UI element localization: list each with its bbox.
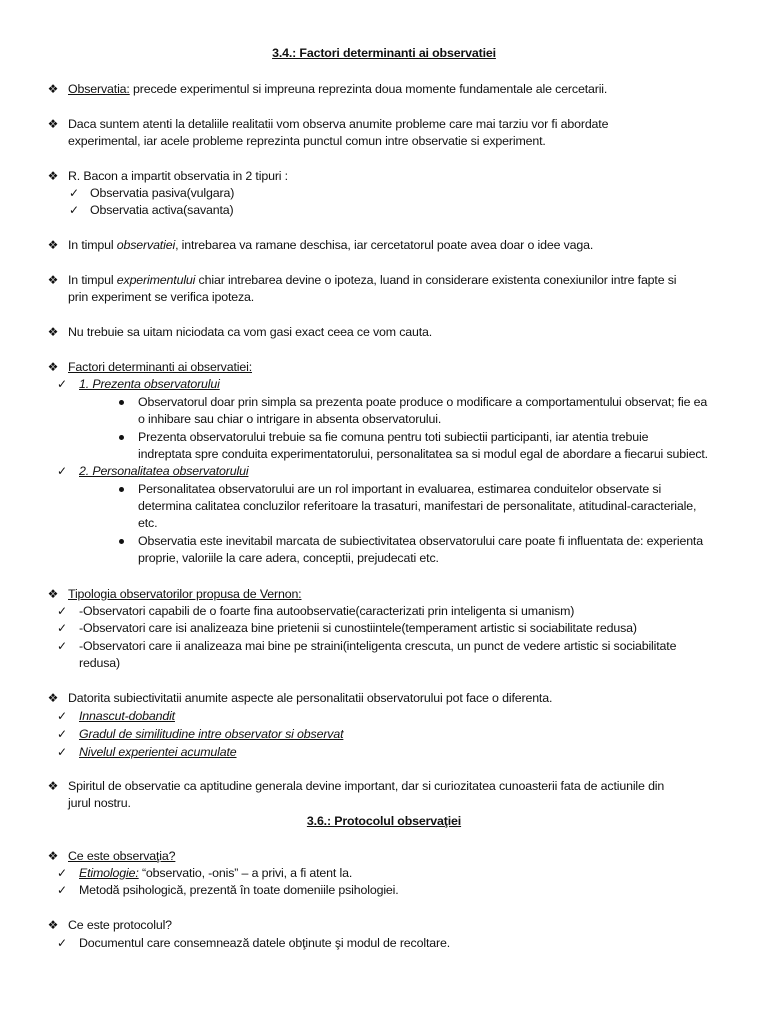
check-icon: ✓: [56, 936, 68, 950]
check-icon: ✓: [68, 203, 80, 217]
diamond-bullet-icon: ❖: [47, 238, 59, 252]
paragraph-line: prin experiment se verifica ipoteza.: [68, 290, 255, 304]
round-bullet-icon: [119, 400, 124, 405]
paragraph-line: Daca suntem atenti la detaliile realitatii vom observa anumite probleme care mai tarziu vor fi abordate: [68, 117, 609, 131]
paragraph-line: Spiritul de observatie ca aptitudine generala devine important, dar si curiozitatea cunoasterii fata de actiunile din: [68, 779, 665, 793]
etymology-label: Etimologie:: [79, 866, 139, 880]
diamond-bullet-icon: ❖: [47, 849, 59, 863]
paragraph-line: o inhibare sau chiar o intrigare in absenta observatorului.: [138, 412, 442, 426]
check-icon: ✓: [56, 604, 68, 618]
round-bullet-icon: [119, 435, 124, 440]
section-title-3-6: 3.6.: Protocolul observaţiei: [306, 814, 462, 828]
paragraph-line: Nu trebuie sa uitam niciodata ca vom gasi exact ceea ce vom cauta.: [68, 325, 433, 339]
diamond-bullet-icon: ❖: [47, 273, 59, 287]
diamond-bullet-icon: ❖: [47, 918, 59, 932]
paragraph-line: etc.: [138, 516, 158, 530]
diamond-bullet-icon: ❖: [47, 779, 59, 793]
check-icon: ✓: [56, 639, 68, 653]
list-item: Observatia activa(savanta): [90, 203, 234, 217]
list-item: [79, 865, 352, 882]
text-run: In timpul: [68, 238, 117, 252]
diamond-bullet-icon: ❖: [47, 325, 59, 339]
paragraph-line: R. Bacon a impartit observatia in 2 tipuri :: [68, 169, 288, 183]
diamond-bullet-icon: ❖: [47, 82, 59, 96]
paragraph-observatia: [68, 81, 607, 98]
diamond-bullet-icon: ❖: [47, 587, 59, 601]
round-bullet-icon: [119, 487, 124, 492]
list-item: Metodă psihologică, prezentă în toate domeniile psihologiei.: [79, 883, 399, 897]
round-bullet-icon: [119, 539, 124, 544]
list-item: -Observatori care ii analizeaza mai bine pe straini(inteligenta crescuta, un punct de vedere artistic si sociabilitate: [79, 639, 677, 653]
italic-run: observatiei: [116, 238, 176, 252]
text-run: chiar intrebarea devine o ipoteza, luand in considerare existenta conexiunilor intre fapte si: [195, 273, 677, 287]
check-icon: ✓: [56, 377, 68, 391]
paragraph-line: determina calitatea concluzilor referitoare la trasaturi, manifestari de personalitate, atitudinal-caracteriale,: [138, 499, 697, 513]
list-item: Gradul de similitudine intre observator si observat: [79, 727, 344, 741]
paragraph-line: [68, 272, 676, 289]
list-item: Observatia pasiva(vulgara): [90, 186, 235, 200]
text-run: , intrebarea va ramane deschisa, iar cercetatorul poate avea doar o idee vaga.: [175, 238, 594, 252]
paragraph-line: [68, 237, 593, 254]
list-item: Nivelul experientei acumulate: [79, 745, 237, 759]
paragraph-line: jurul nostru.: [68, 796, 131, 810]
check-icon: ✓: [56, 745, 68, 759]
list-item: Innascut-dobandit: [79, 709, 175, 723]
check-icon: ✓: [56, 727, 68, 741]
etymology-text: “observatio, -onis” – a privi, a fi atent la.: [138, 866, 353, 880]
diamond-bullet-icon: ❖: [47, 360, 59, 374]
check-icon: ✓: [56, 621, 68, 635]
text-run: In timpul: [68, 273, 117, 287]
vernon-heading: Tipologia observatorilor propusa de Vernon:: [68, 587, 302, 601]
factors-heading: Factori determinanti ai observatiei:: [68, 360, 252, 374]
paragraph-line: Observatia este inevitabil marcata de subiectivitatea observatorului care poate fi influentata de: experienta: [138, 534, 703, 548]
diamond-bullet-icon: ❖: [47, 691, 59, 705]
diamond-bullet-icon: ❖: [47, 117, 59, 131]
term-observatia: Observatia:: [68, 82, 130, 96]
check-icon: ✓: [56, 883, 68, 897]
paragraph-line: indreptata spre conduita experimentatorului, personalitatea sa si modul egal de abordare a fiecarui subiect.: [138, 447, 708, 461]
check-icon: ✓: [56, 464, 68, 478]
paragraph-line: Prezenta observatorului trebuie sa fie comuna pentru toti subiectii participanti, iar atentia trebuie: [138, 430, 649, 444]
paragraph-line: Personalitatea observatorului are un rol important in evaluarea, estimarea conduitelor observate si: [138, 482, 662, 496]
factor-label: 2. Personalitatea observatorului: [79, 464, 249, 478]
check-icon: ✓: [56, 709, 68, 723]
protocol-heading: Ce este protocolul?: [68, 918, 172, 932]
list-item: -Observatori capabili de o foarte fina autoobservatie(caracterizati prin inteligenta si umanism): [79, 604, 575, 618]
section-title-3-4: 3.4.: Factori determinanti ai observatiei: [272, 46, 496, 60]
paragraph-line: Datorita subiectivitatii anumite aspecte ale personalitatii observatorului pot face o diferenta.: [68, 691, 553, 705]
factor-label: 1. Prezenta observatorului: [79, 377, 220, 391]
check-icon: ✓: [56, 866, 68, 880]
paragraph-line: proprie, valoriile la care adera, conceptii, prejudecati etc.: [138, 551, 439, 565]
paragraph-text: precede experimentul si impreuna reprezinta doua momente fundamentale ale cercetarii.: [129, 82, 608, 96]
diamond-bullet-icon: ❖: [47, 169, 59, 183]
list-item-continuation: redusa): [79, 656, 120, 670]
paragraph-line: Observatorul doar prin simpla sa prezenta poate produce o modificare a comportamentului observat; fie ea: [138, 395, 708, 409]
list-item: Documentul care consemnează datele obţinute şi modul de recoltare.: [79, 936, 450, 950]
italic-run: experimentului: [116, 273, 196, 287]
paragraph-line: experimental, iar acele probleme reprezinta punctul comun intre observatie si experiment.: [68, 134, 546, 148]
list-item: -Observatori care isi analizeaza bine prietenii si cunostiintele(temperament artistic si sociabilitate redusa): [79, 621, 637, 635]
observatia-heading: Ce este observaţia?: [68, 849, 176, 863]
check-icon: ✓: [68, 186, 80, 200]
